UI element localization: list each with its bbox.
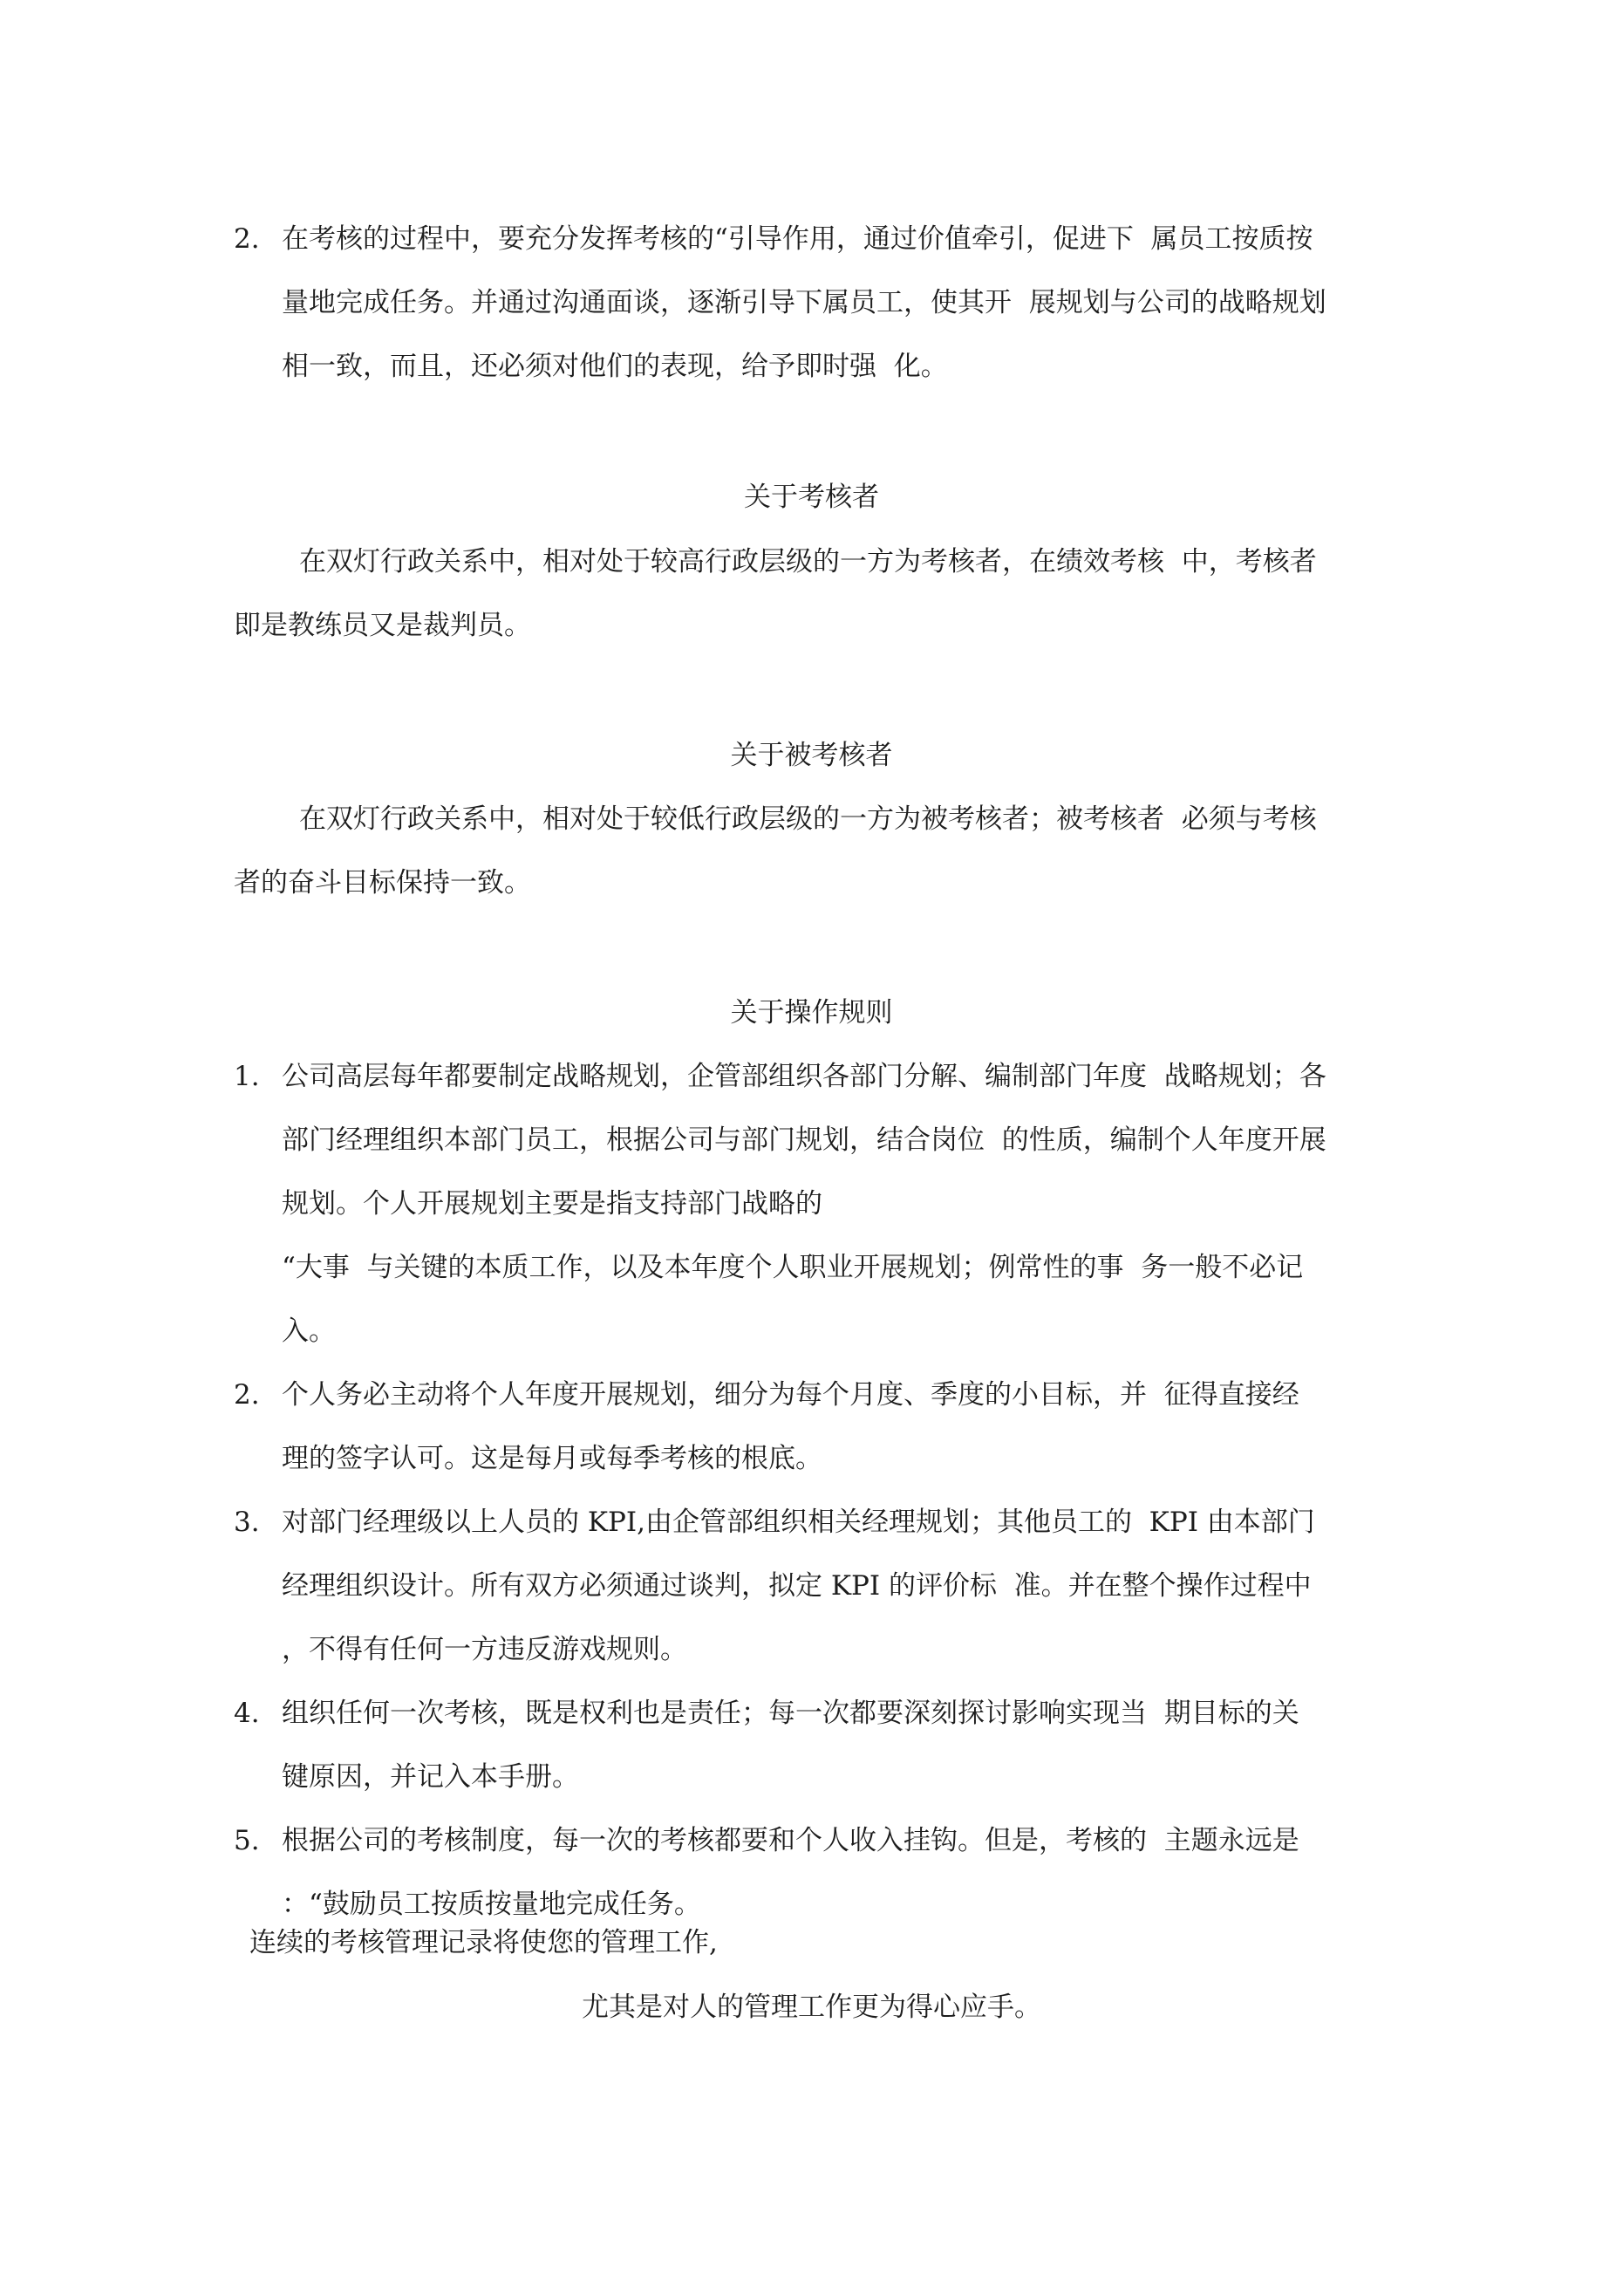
rule-number: 3. [234,1507,260,1538]
intro-item-line: 在考核的过程中，要充分发挥考核的“引导作用，通过价值牵引，促进下 属员工按质按 [282,223,1313,255]
rule-line: 经理组织设计。所有双方必须通过谈判，拟定 KPI 的评价标 准。并在整个操作过程中 [282,1570,1312,1602]
section-title-rules: 关于操作规则 [730,997,893,1028]
rule-line: “大事 与关键的本质工作，以及本年度个人职业开展规划；例常性的事 务一般不必记 [282,1252,1304,1283]
assessor-paragraph-line: 即是教练员又是裁判员。 [234,610,531,641]
closing-line-1: 连续的考核管理记录将使您的管理工作, [249,1927,718,1958]
rule-number: 5. [234,1825,260,1856]
rule-line: ：“鼓励员工按质按量地完成任务。 [282,1889,701,1920]
rule-line: 键原因，并记入本手册。 [282,1761,579,1793]
intro-item-number: 2. [234,223,260,255]
intro-item-line: 相一致，而且，还必须对他们的表现，给予即时强 化。 [282,351,948,382]
rule-number: 1. [234,1061,260,1092]
closing-line-2: 尤其是对人的管理工作更为得心应手。 [582,1992,1041,2023]
rule-line: 组织任何一次考核，既是权利也是责任；每一次都要深刻探讨影响实现当 期目标的关 [282,1698,1299,1729]
rule-line: 入。 [282,1315,336,1347]
rule-line: 对部门经理级以上人员的 KPI,由企管部组织相关经理规划；其他员工的 KPI 由本部门 [282,1507,1315,1538]
rule-line: 根据公司的考核制度，每一次的考核都要和个人收入挂钩。但是，考核的 主题永远是 [282,1825,1299,1856]
rule-line: 规划。个人开展规划主要是指支持部门战略的 [282,1188,822,1220]
section-title-assessee: 关于被考核者 [730,740,893,771]
assessor-paragraph-line: 在双灯行政关系中，相对处于较高行政层级的一方为考核者，在绩效考核 中，考核者 [299,546,1317,577]
rule-line: 个人务必主动将个人年度开展规划，细分为每个月度、季度的小目标，并 征得直接经 [282,1379,1299,1411]
rule-number: 2. [234,1379,260,1411]
rule-number: 4. [234,1698,260,1729]
rule-line: 公司高层每年都要制定战略规划，企管部组织各部门分解、编制部门年度 战略规划；各 [282,1061,1326,1092]
intro-item-line: 量地完成任务。并通过沟通面谈，逐渐引导下属员工，使其开 展规划与公司的战略规划 [282,287,1326,318]
rule-line: 部门经理组织本部门员工，根据公司与部门规划，结合岗位 的性质，编制个人年度开展 [282,1124,1326,1156]
assessee-paragraph-line: 在双灯行政关系中，相对处于较低行政层级的一方为被考核者；被考核者 必须与考核 [299,803,1317,835]
assessee-paragraph-line: 者的奋斗目标保持一致。 [234,867,531,899]
rule-line: 理的签字认可。这是每月或每季考核的根底。 [282,1443,822,1474]
section-title-assessor: 关于考核者 [744,482,879,513]
rule-line: ，不得有任何一方违反游戏规则。 [282,1634,687,1665]
